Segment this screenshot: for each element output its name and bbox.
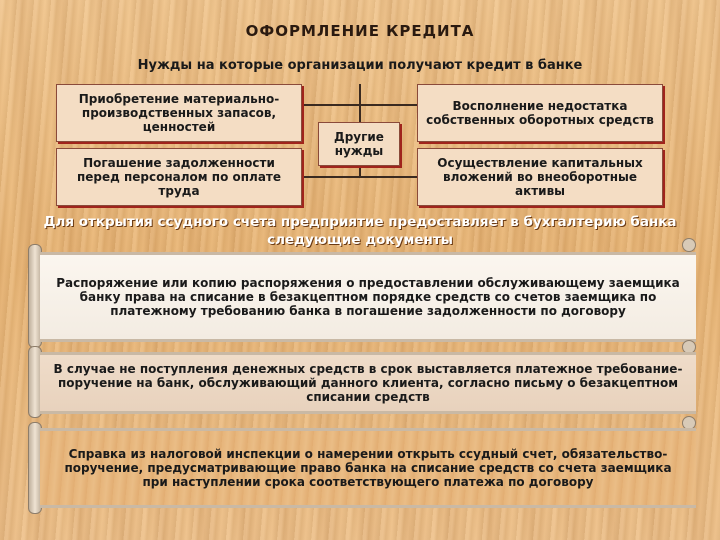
need-label-capital-investment: Осуществление капитальных вложений во внеоборотные активы bbox=[437, 156, 643, 198]
need-label-other: Другие нужды bbox=[334, 130, 384, 158]
page-title: ОФОРМЛЕНИЕ КРЕДИТА bbox=[245, 22, 475, 40]
need-box-working-capital bbox=[417, 84, 663, 142]
need-label-working-capital: Восполнение недостатка собственных оборотных средств bbox=[426, 99, 654, 127]
needs-subtitle: Нужды на которые организации получают кредит в банке bbox=[137, 58, 583, 73]
document-text-2: В случае не поступления денежных средств в срок выставляется платежное требование-поручение на банк, обслуживающий данного клиента, согласно письму о безакцептном списании средств bbox=[53, 362, 683, 404]
scroll-curl-icon-1 bbox=[682, 238, 696, 252]
document-text-1: Распоряжение или копию распоряжения о предоставлении обслуживающему заемщика банку права на списание в безакцептном порядке средств со счетов заемщика по платежному требованию банка в погашение задолженности по договору bbox=[56, 276, 680, 318]
need-box-materials bbox=[56, 84, 302, 142]
need-box-payroll bbox=[56, 148, 302, 206]
document-item-2 bbox=[40, 352, 696, 414]
need-box-capital-investment bbox=[417, 148, 663, 206]
connector-horizontal-bottom bbox=[302, 176, 417, 178]
document-text-3: Справка из налоговой инспекции о намерении открыть ссудный счет, обязательство-поручение, предусматривающие право банка на списание средств со счета заемщика при наступлении срока соответствующего платежа по договору bbox=[64, 447, 672, 489]
document-item-3 bbox=[40, 428, 696, 508]
need-label-payroll: Погашение задолженности перед персоналом по оплате труда bbox=[76, 156, 282, 198]
need-box-other bbox=[318, 122, 400, 166]
need-label-materials: Приобретение материально-производственных запасов, ценностей bbox=[78, 92, 280, 134]
connector-horizontal-top bbox=[302, 104, 417, 106]
document-item-1 bbox=[40, 252, 696, 342]
documents-heading: Для открытия ссудного счета предприятие предоставляет в бухгалтерию банка следующие документы bbox=[43, 214, 677, 248]
